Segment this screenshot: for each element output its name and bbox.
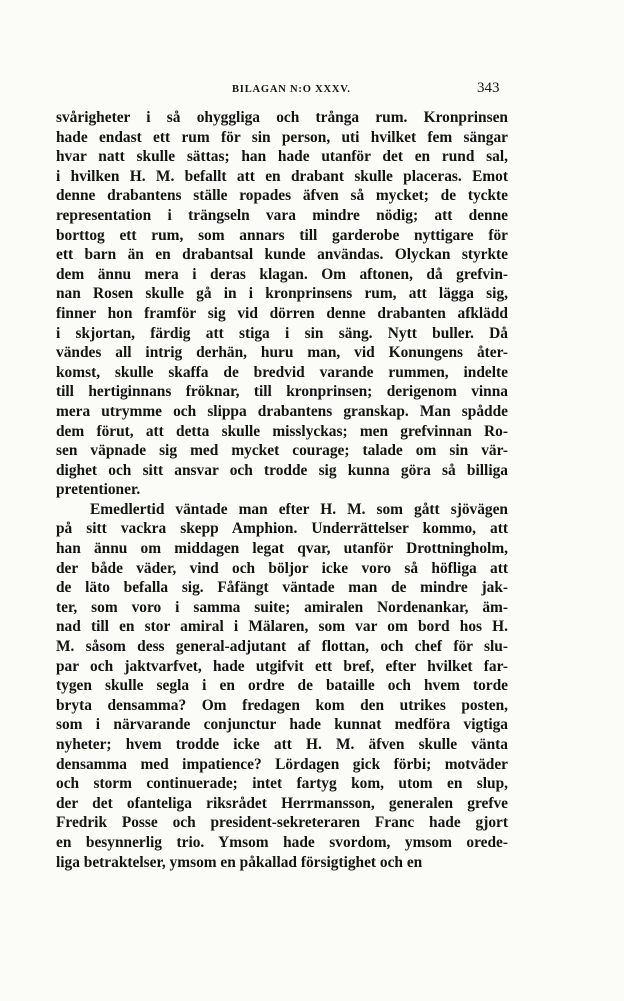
text-line: och storm continuerade; intet fartyg kom, utom en slup, bbox=[56, 775, 508, 793]
text-line: till hertiginnans fröknar, till kronprinsen; derigenom vinna bbox=[56, 383, 508, 401]
text-line: densamma med impatience? Lördagen gick förbi; motväder bbox=[56, 755, 508, 773]
text-line: dighet och sitt ansvar och trodde sig kunna göra så billiga bbox=[56, 461, 508, 479]
text-line: M. såsom dess general-adjutant af flottan, och chef för slu- bbox=[56, 638, 508, 656]
text-line: komst, skulle skaffa de bredvid varande rummen, indelte bbox=[56, 363, 508, 381]
text-line: par och jaktvarfvet, hade utgifvit ett bref, efter hvilket far- bbox=[56, 657, 508, 675]
text-line: der det ofanteliga riksrådet Herrmansson, generalen grefve bbox=[56, 794, 508, 812]
text-line: nyheter; hvem trodde icke att H. M. äfven skulle vänta bbox=[56, 736, 508, 753]
paragraph bbox=[56, 108, 508, 500]
text-line: nad till en stor amiral i Mälaren, som var om bord hos H. bbox=[56, 618, 508, 636]
text-line: dem ännu mera i deras klagan. Om aftonen, då grefvin- bbox=[56, 265, 508, 283]
text-line: borttog ett rum, som annars till garderobe nyttigare för bbox=[56, 226, 508, 244]
text-line: ett barn än en drabantsal kunde användas. Olyckan styrkte bbox=[56, 246, 508, 264]
header-title: BILAGAN N:O XXXV. bbox=[232, 84, 351, 95]
text-line: representation i trängseln vara mindre nödig; att denne bbox=[56, 206, 508, 224]
running-header bbox=[0, 80, 624, 100]
text-line: på sitt vackra skepp Amphion. Underrättelser kommo, att bbox=[56, 520, 508, 538]
body-text bbox=[56, 108, 508, 872]
text-line: han ännu om middagen legat qvar, utanför Drottningholm, bbox=[56, 540, 508, 558]
text-line: liga betraktelser, ymsom en påkallad försigtighet och en bbox=[56, 853, 423, 871]
text-line: finner hon framför sig vid dörren denne drabanten afklädd bbox=[56, 304, 508, 322]
text-line: dem förut, att detta skulle misslyckas; men grefvinnan Ro- bbox=[56, 422, 508, 440]
text-line: ter, som voro i samma suite; amiralen Nordenankar, äm- bbox=[56, 598, 508, 616]
text-line: en besynnerlig trio. Ymsom hade svordom, ymsom orede- bbox=[56, 833, 508, 851]
text-line: tygen skulle segla i en ordre de bataille och hvem torde bbox=[56, 677, 508, 695]
text-line: vändes all intrig derhän, huru man, vid Konungens åter- bbox=[56, 344, 508, 362]
text-line: som i närvarande conjunctur hade kunnat medföra vigtiga bbox=[56, 716, 508, 734]
text-line: Fredrik Posse och president-sekreteraren Franc hade gjort bbox=[56, 814, 508, 832]
text-line: pretentioner. bbox=[56, 481, 141, 499]
text-line: hvar natt skulle sättas; han hade utanför det en rund sal, bbox=[56, 148, 508, 166]
text-line: bryta densamma? Om fredagen kom den utrikes posten, bbox=[56, 696, 508, 714]
text-line: nan Rosen skulle gå in i kronprinsens rum, att lägga sig, bbox=[56, 285, 508, 303]
paragraph bbox=[56, 500, 508, 872]
text-line: sen väpnade sig med mycket courage; talade om sin vär- bbox=[56, 442, 508, 460]
text-line: svårigheter i så ohyggliga och trånga rum. Kronprinsen bbox=[56, 109, 508, 126]
text-line: der både väder, vind och böljor icke voro så höfliga att bbox=[56, 559, 508, 577]
text-line: Emedlertid väntade man efter H. M. som gått sjövägen bbox=[90, 500, 508, 518]
page-number: 343 bbox=[477, 80, 500, 96]
text-line: mera utrymme och slippa drabantens granskap. Man spådde bbox=[56, 402, 508, 420]
text-line: hade endast ett rum för sin person, uti hvilket fem sängar bbox=[56, 128, 508, 146]
text-line: denne drabantens ställe ropades äfven så mycket; de tyckte bbox=[56, 187, 508, 205]
text-line: i hvilken H. M. befallt att en drabant skulle placeras. Emot bbox=[56, 167, 508, 185]
text-line: de läto befalla sig. Fåfängt väntade man de mindre jak- bbox=[56, 579, 508, 597]
text-line: i skjortan, färdig att stiga i sin säng. Nytt buller. Då bbox=[56, 324, 508, 342]
